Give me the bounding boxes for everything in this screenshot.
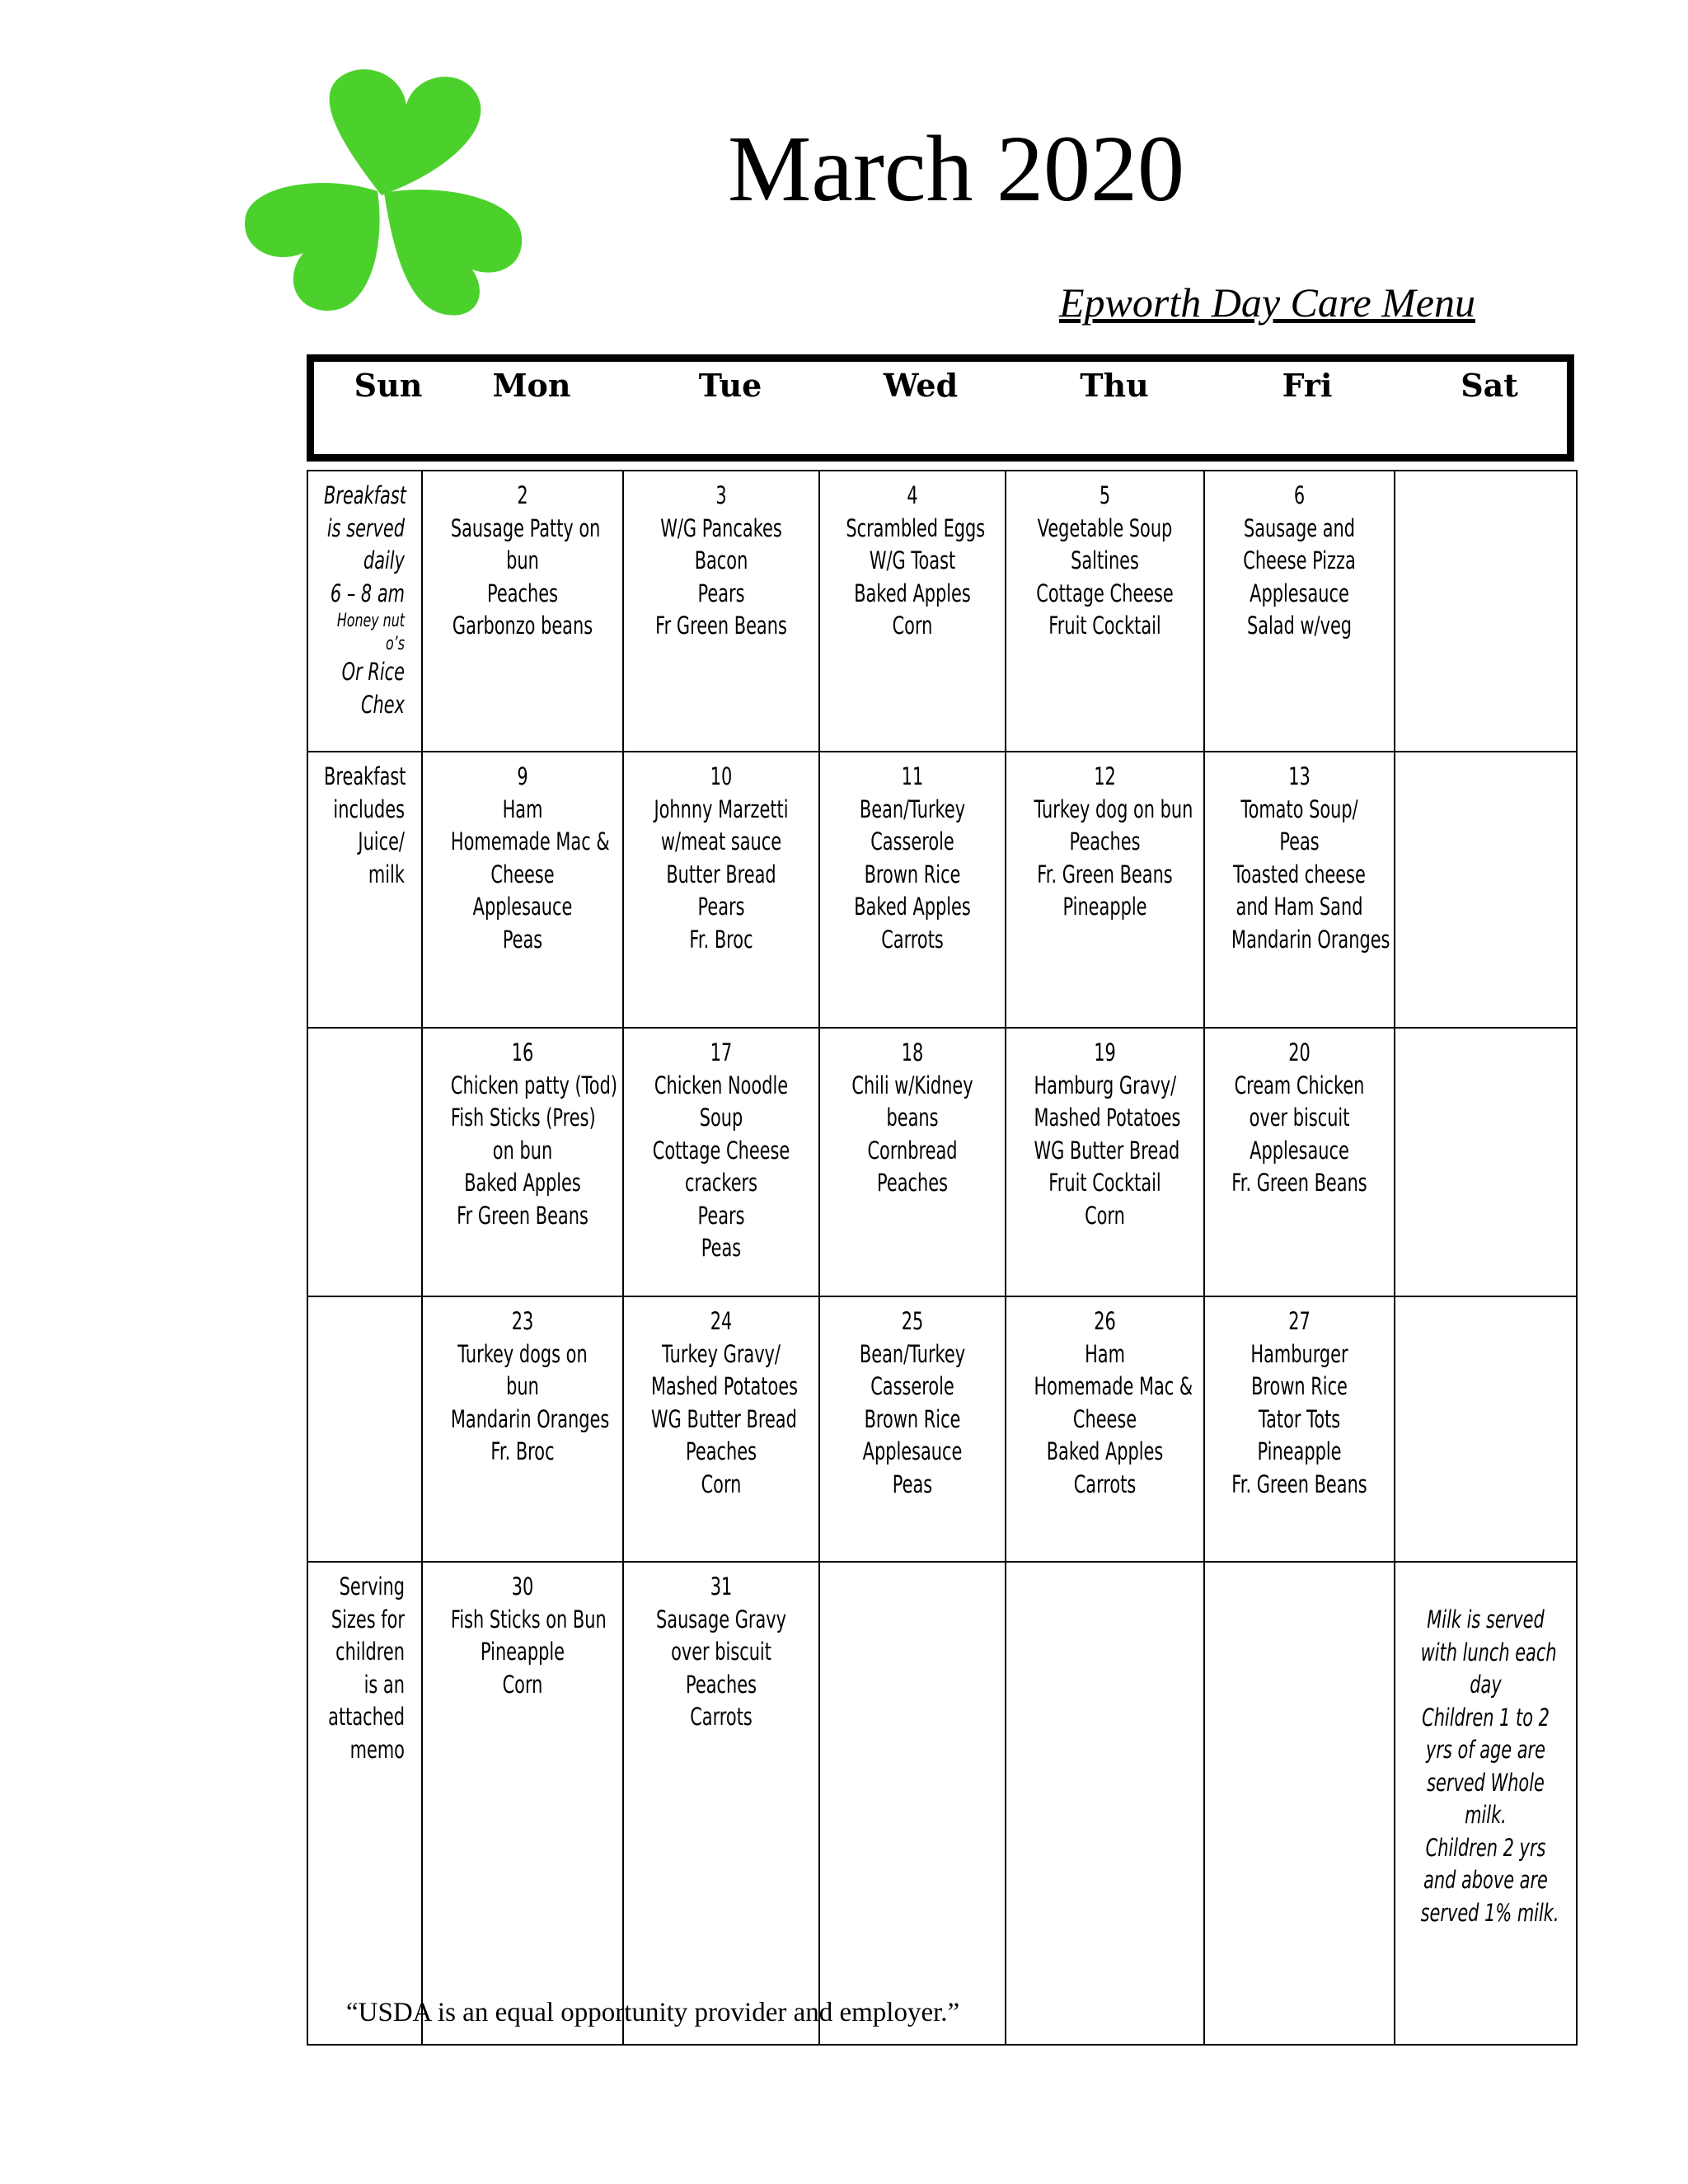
grid-divider [622, 470, 624, 2046]
serving-sizes-note: Serving Sizes for children is an attached memo [328, 1572, 405, 1764]
menu-cell-mar-19: 19 Hamburg Gravy/ Mashed Potatoes WG Butter Bread Fruit Cocktail Corn [1034, 1038, 1181, 1230]
menu-cell-mar-18: 18 Chili w/Kidney beans Cornbread Peaches [851, 1038, 973, 1197]
menu-cell-mar-17: 17 Chicken Noodle Soup Cottage Cheese crackers Pears Peas [652, 1038, 790, 1262]
day-header-wed: Wed [883, 367, 959, 404]
shamrock-icon [237, 59, 528, 323]
grid-divider [1394, 470, 1395, 2046]
menu-grid [307, 470, 1578, 2046]
menu-cell-mar-10: 10 Johnny Marzetti w/meat sauce Butter Bread Pears Fr. Broc [654, 762, 789, 954]
milk-note: Milk is served with lunch each day Children 1 to 2 yrs of age are served Whole milk. Children 2 yrs and above are served 1% milk. [1420, 1605, 1559, 1927]
menu-cell-mar-11: 11 Bean/Turkey Casserole Brown Rice Baked Apples Carrots [854, 762, 971, 954]
menu-cell-mar-27: 27 Hamburger Brown Rice Tator Tots Pineapple Fr. Green Beans [1231, 1307, 1367, 1498]
day-header-thu: Thu [1080, 367, 1149, 404]
grid-divider [1203, 470, 1205, 2046]
day-header-sun: Sun [354, 367, 423, 404]
menu-cell-mar-31: 31 Sausage Gravy over biscuit Peaches Carrots [656, 1572, 786, 1731]
day-header-row [307, 354, 1574, 462]
day-header-sat: Sat [1461, 367, 1518, 404]
menu-cell-mar-4: 4 Scrambled Eggs W/G Toast Baked Apples Corn [846, 481, 986, 640]
day-header-tue: Tue [698, 367, 762, 404]
grid-divider [818, 470, 820, 2046]
menu-cell-mar-24: 24 Turkey Gravy/ Mashed Potatoes WG Butter Bread Peaches Corn [651, 1307, 798, 1498]
menu-cell-mar-9: 9 Ham Homemade Mac & Cheese Applesauce Peas [450, 762, 610, 954]
menu-cell-mar-23: 23 Turkey dogs on bun Mandarin Oranges Fr. Broc [450, 1307, 610, 1465]
breakfast-includes-note: Breakfast includes Juice/ milk [324, 762, 406, 888]
day-header-fri: Fri [1282, 367, 1333, 404]
day-header-mon: Mon [492, 367, 571, 404]
menu-cell-mar-13: 13 Tomato Soup/ Peas Toasted cheese and Ham Sand Mandarin Oranges [1231, 762, 1390, 954]
page-title: March 2020 [727, 116, 1185, 221]
menu-cell-mar-5: 5 Vegetable Soup Saltines Cottage Cheese Fruit Cocktail [1036, 481, 1174, 640]
menu-cell-mar-20: 20 Cream Chicken over biscuit Applesauce Fr. Green Beans [1231, 1038, 1367, 1197]
breakfast-note: Breakfast is served daily 6 – 8 am Honey nut o’s Or Rice Chex [324, 481, 406, 719]
usda-statement: “USDA is an equal opportunity provider and employer.” [346, 1998, 960, 2027]
menu-cell-mar-25: 25 Bean/Turkey Casserole Brown Rice Applesauce Peas [859, 1307, 966, 1498]
grid-divider [1005, 470, 1006, 2046]
menu-cell-mar-26: 26 Ham Homemade Mac & Cheese Baked Apples Carrots [1034, 1307, 1193, 1498]
grid-divider [421, 470, 423, 2046]
menu-cell-mar-2: 2 Sausage Patty on bun Peaches Garbonzo beans [450, 481, 601, 640]
menu-cell-mar-30: 30 Fish Sticks on Bun Pineapple Corn [450, 1572, 607, 1699]
menu-cell-mar-6: 6 Sausage and Cheese Pizza Applesauce Salad w/veg [1243, 481, 1356, 640]
menu-cell-mar-12: 12 Turkey dog on bun Peaches Fr. Green Beans Pineapple [1034, 762, 1193, 921]
page-subtitle: Epworth Day Care Menu [1058, 279, 1475, 326]
menu-cell-mar-16: 16 Chicken patty (Tod) Fish Sticks (Pres) on bun Baked Apples Fr Green Beans [450, 1038, 617, 1230]
menu-cell-mar-3: 3 W/G Pancakes Bacon Pears Fr Green Beans [655, 481, 787, 640]
